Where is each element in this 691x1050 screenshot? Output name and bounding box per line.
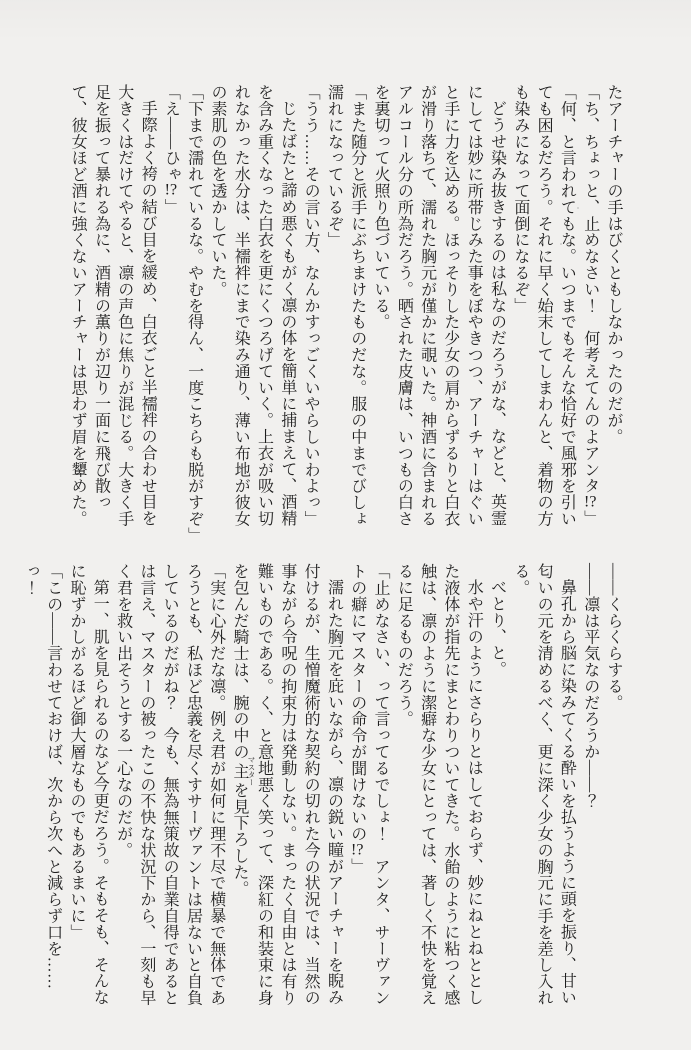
paragraph: たアーチャーの手はびくともしなかったのだが。	[605, 84, 622, 445]
paragraph: じたばたと諦め悪くもがく凛の体を簡単に捕まえて、酒精を含み重くなった白衣を更にくつろげていく。上衣が吸い切れなかった水分は、半襦袢にまで染み通り、薄い布地が彼女の素肌の色を透かしていた。	[208, 84, 296, 527]
paragraph: 「え――ひゃ!?」	[162, 84, 180, 215]
paragraph: どうせ染み抜きするのは私なのだろうがな、などと、英霊にしては妙に所帯じみた事をぼやきつつ、アーチャーはぐいと手に力を込める。ほっそりした少女の肩からずるりと白衣が滑り落ちて、濡れた胸元が僅かに覗いた。神酒に含まれるアルコール分の所為だろう。晒された皮膚は、いつもの白さを裏切って火照り色づいている。	[372, 84, 506, 527]
paragraph: 「ち、ちょっと、止めなさい！ 何考えてんのよアンタ!?」	[581, 84, 599, 527]
scan-dust-speck	[577, 207, 579, 209]
scan-dust-speck	[560, 243, 562, 245]
paragraph: 「この――言わせておけば、次から次へと減らず口を……っ！	[21, 563, 62, 990]
paragraph: 「下まで濡れているな。やむを得ん、一度こちらも脱がすぞ」	[185, 84, 203, 544]
paragraph: 「何、と言われてもな。いつまでもそんな恰好で風邪を引いても困るだろう。それに早く始末してしまわんと、着物の方も染みになって面倒になるぞ」	[511, 84, 576, 527]
paragraph: 「うう……その言い方、なんかすっごくいやらしいわよっ」	[302, 84, 320, 527]
paragraph: 「また随分と派手にぶちまけたものだな。服の中までびしょ濡れになっているぞ」	[325, 84, 366, 527]
paragraph: ――凛は平気なのだろうか――？	[581, 563, 599, 809]
paragraph: 濡れた胸元を庇いながら、凛の鋭い瞳がアーチャーを睨み付けるが、生憎魔術的な契約の切れた今の状況では、当然の事ながら令呪の拘束力は発動しない。まったく自由とは有り難いものである。く、と意地悪く笑って、深紅の和装束に身を包んだ騎士は、腕の中の主 マスターを見下ろした。	[231, 563, 343, 1006]
paragraph: 「実に心外だな凛。例え君が如何に理不尽で横暴で無体であろうとも、私ほど忠義を尽くすサーヴァントは居ないと自負しているのだがね？ 今も、無為無策故の自業自得であるとは言え、マスターの被ったこの不快な状況下から、一刻も早く君を救い出そうとする一心なのだが。	[114, 563, 225, 1006]
scan-dust-speck	[492, 338, 494, 340]
paragraph: 「止めなさい、って言ってるでしょ！ アンタ、サーヴァントの癖にマスターの命令が聞けないの!?」	[348, 563, 390, 1006]
upper-text-block	[65, 84, 625, 544]
lower-text-block	[21, 563, 625, 1019]
paragraph: 第一、肌を見られるのなど今更だろう。そもそも、そんなに恥ずかしがるほど御大層なものでもあるまいに」	[67, 563, 109, 1006]
paragraph: ――くらくらする。	[605, 563, 622, 711]
paragraph: 水や汗のようにさらりとはしておらず、妙にねとねととした液体が指先にまとわりついてきた。水飴のように粘つく感触は、凛のように潔癖な少女にとっては、著しく不快を覚えるに足るものだろう。	[395, 563, 483, 1006]
paragraph: 鼻孔から脳に染みてくる酔いを払うように頭を振り、甘い匂いの元を清めるべく、更に深く少女の胸元に手を差し入れる。	[511, 563, 576, 1006]
paragraph: べとり、と。	[488, 579, 506, 678]
paragraph: 手際よく袴の結び目を緩め、白衣ごと半襦袢の合わせ目を大きくはだけてやると、凛の声色に焦りが混じる。大きく手足を振って暴れる為に、酒精の薫りが辺り一面に飛び散って、彼女ほど酒に強くないアーチャーは思わず眉を顰めた。	[69, 84, 157, 527]
